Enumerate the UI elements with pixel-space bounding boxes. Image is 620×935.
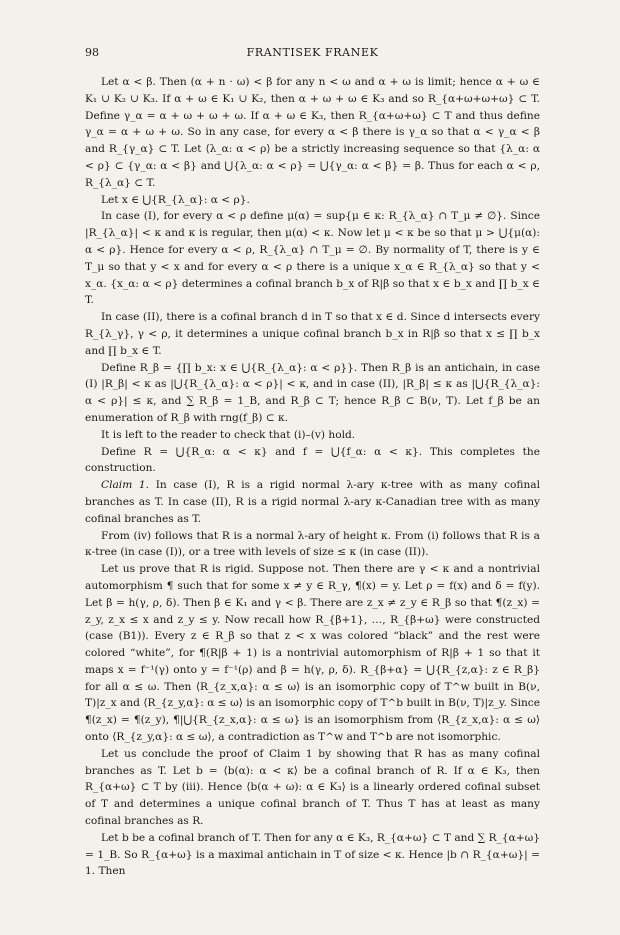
paragraph: From (iv) follows that R is a normal λ-ary of height κ. From (i) follows that R is a κ-tree (in case (I)), or a tree with levels of size ≤ κ (in case (II)).: [85, 529, 540, 559]
paragraph: Define R_β = {∏ b_x: x ∈ ⋃{R_{λ_α}: α < ρ}}. Then R_β is an antichain, in case (I) |R_β| < κ as |⋃{R_{λ_α}: α < ρ}| < κ, and in case (II), |R_β| ≤ κ as |⋃{R_{λ_α}: α < ρ}| ≤ κ, and ∑ R_β = 1_B, and R_β ⊂ T; hence R_β ⊂ B(ν, T). Let f_β be an enumeration of R_β with rng(f_β) ⊂ κ.: [85, 361, 540, 424]
paragraph: Define R = ⋃{R_α: α < κ} and f = ⋃{f_α: α < κ}. This completes the construction.: [85, 445, 540, 475]
paragraph: In case (I), for every α < ρ define μ(α) = sup{μ ∈ κ: R_{λ_α} ∩ T_μ ≠ ∅}. Since |R_{λ_α}| < κ and κ is regular, then μ(α) < κ. Now let μ < κ be so that μ > ⋃{μ(α): α < ρ}. Hence for every α < ρ, R_{λ_α} ∩ T_μ = ∅. By normality of T, there is y ∈ T_μ so that y < x and for every α < ρ there is a unique x_α ∈ R_{λ_α} so that y < x_α. {x_α: α < ρ} determines a cofinal branch b_x of R|β so that x ∈ b_x and ∏ b_x ∈ T.: [85, 210, 540, 307]
paragraph: Let us conclude the proof of Claim 1 by showing that R has as many cofinal branches as T. Let b = ⟨b(α): α < κ⟩ be a cofinal branch of R. If α ∈ K₃, then R_{α+ω} ⊂ T by (iii). Hence ⟨b(α + ω): α ∈ K₃⟩ is a linearly ordered cofinal subset of T and determines a unique cofinal branch of T. Thus T has at least as many cofinal branches as R.: [85, 747, 540, 828]
paragraph: Let α < β. Then (α + n · ω) < β for any n < ω and α + ω is limit; hence α + ω ∈ K₁ ∪ K₂ ∪ K₃. If α + ω ∈ K₁ ∪ K₂, then α + ω + ω ∈ K₃ and so R_{α+ω+ω+ω} ⊂ T. Define γ_α = α + ω + ω + ω. If α + ω ∈ K₃, then R_{α+ω+ω} ⊂ T and thus define γ_α = α + ω + ω. So in any case, for every α < β there is γ_α so that α < γ_α < β and R_{γ_α} ⊂ T. Let ⟨λ_α: α < ρ⟩ be a strictly increasing sequence so that {λ_α: α < ρ} ⊂ {γ_α: α < β} and ⋃{λ_α: α < ρ} = ⋃{γ_α: α < β} = β. Thus for each α < ρ, R_{λ_α} ⊂ T.: [85, 76, 540, 189]
page-header: [85, 46, 540, 62]
claim-text: In case (I), R is a rigid normal λ-ary κ-tree with as many cofinal branches as T. In case (II), R is a rigid normal λ-ary κ-Canadian tree with as many cofinal branches as T.: [85, 479, 540, 525]
paragraph: In case (II), there is a cofinal branch d in T so that x ∈ d. Since d intersects every R_{λ_γ}, γ < ρ, it determines a unique cofinal branch b_x in R|β so that x ≤ ∏ b_x and ∏ b_x ∈ T.: [85, 311, 540, 357]
claim-paragraph: [85, 477, 540, 527]
page-number: 98: [85, 46, 99, 59]
text-body: [85, 74, 540, 880]
paragraph: It is left to the reader to check that (i)–(v) hold.: [101, 428, 356, 441]
paragraph: Let b be a cofinal branch of T. Then for any α ∈ K₃, R_{α+ω} ⊂ T and ∑ R_{α+ω} = 1_B. So R_{α+ω} is a maximal antichain in T of size < κ. Hence |b ∩ R_{α+ω}| = 1. Then: [85, 831, 540, 878]
claim-label: Claim 1.: [101, 479, 150, 492]
running-title: FRANTISEK FRANEK: [246, 46, 379, 59]
paragraph: Let x ∈ ⋃{R_{λ_α}: α < ρ}.: [101, 193, 250, 206]
paragraph: Let us prove that R is rigid. Suppose not. Then there are γ < κ and a nontrivial automorphism ¶ such that for some x ≠ y ∈ R_γ, ¶(x) = y. Let ρ = f(x) and δ = f(y). Let β = h(γ, ρ, δ). Then β ∈ K₁ and γ < β. There are z_x ≠ z_y ∈ R_β so that ¶(z_x) = z_y, z_x ≤ x and z_y ≤ y. Now recall how R_{β+1}, …, R_{β+ω} were constructed (case (B1)). Every z ∈ R_β so that z < x was colored “black” and the rest were colored “white”, for ¶(R|β + 1) is a nontrivial automorphism of R|β + 1 so that it maps x = f⁻¹(γ) onto y = f⁻¹(ρ) and β = h(γ, ρ, δ). R_{β+α} = ⋃{R_{z,α}: z ∈ R_β} for all α ≤ ω. Then ⟨R_{z_x,α}: α ≤ ω⟩ is an isomorphic copy of T^w built in B(ν, T)|z_x and ⟨R_{z_y,α}: α ≤ ω⟩ is an isomorphic copy of T^b built in B(ν, T)|z_y. Since ¶(z_x) = ¶(z_y), ¶|⋃{R_{z_x,α}: α ≤ ω} is an isomorphism from ⟨R_{z_x,α}: α ≤ ω⟩ onto ⟨R_{z_y,α}: α ≤ ω⟩, a contradiction as T^w and T^b are not isomorphic.: [85, 563, 540, 744]
